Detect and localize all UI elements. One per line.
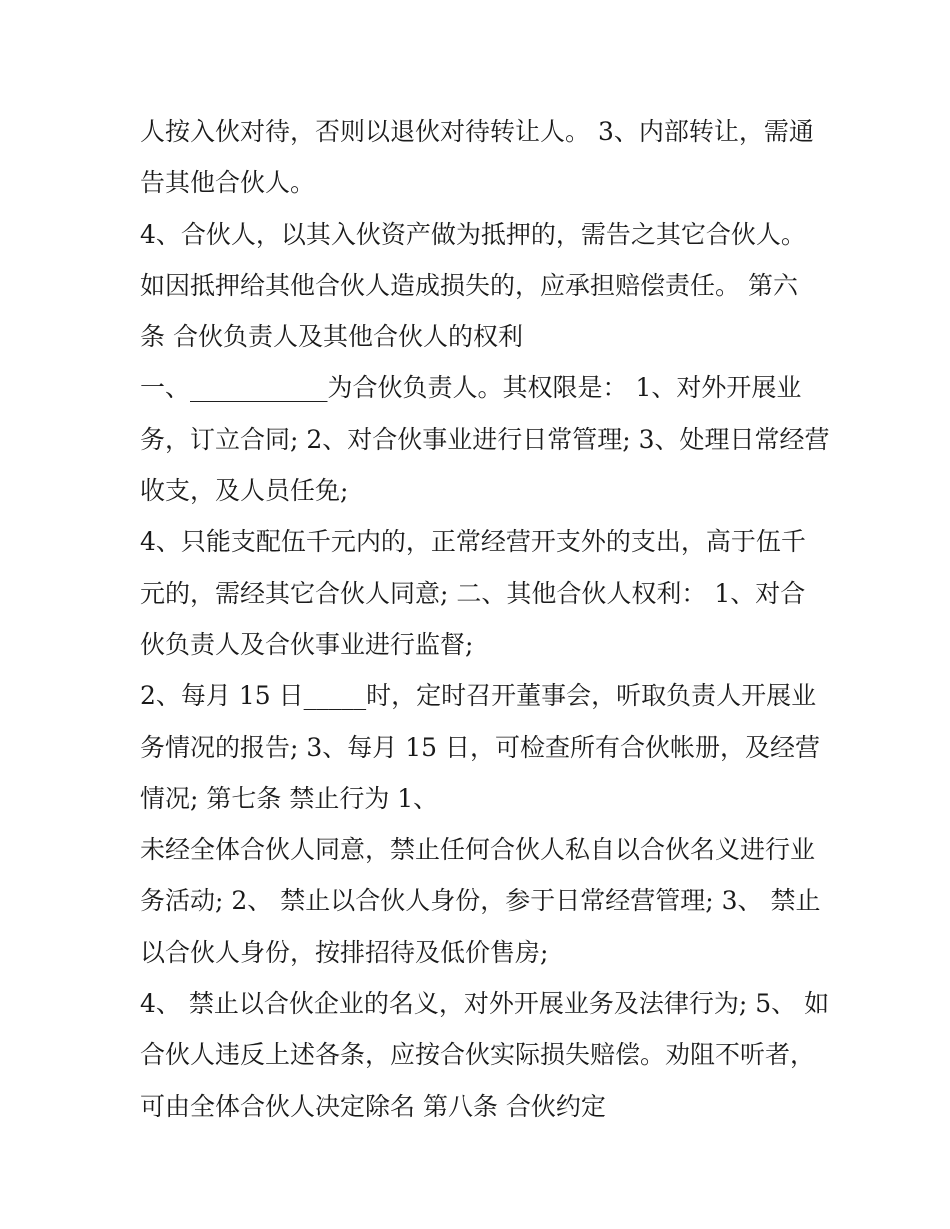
text-line: 一、___________为合伙负责人。其权限是： 1、对外开展业 [140,373,802,403]
text-line: 合伙人违反上述各条，应按合伙实际损失赔偿。劝阻不听者， [140,1040,816,1070]
text-line: 元的，需经其它合伙人同意; 二、其他合伙人权利： 1、对合 [140,578,806,608]
text-line: 条 合伙负责人及其他合伙人的权利 [140,322,523,352]
text-line: 4、 禁止以合伙企业的名义，对外开展业务及法律行为; 5、 如 [140,989,830,1019]
text-line: 可由全体合伙人决定除名 第八条 合伙约定 [140,1091,606,1121]
text-line: 务情况的报告; 3、每月 15 日，可检查所有合伙帐册，及经营 [140,732,820,762]
text-line: 4、合伙人，以其入伙资产做为抵押的，需告之其它合伙人。 [140,219,806,249]
text-line: 以合伙人身份，按排招待及低价售房; [140,937,549,967]
text-line: 2、每月 15 日_____时，定时召开董事会，听取负责人开展业 [140,681,817,711]
text-line: 如因抵押给其他合伙人造成损失的，应承担赔偿责任。 第六 [140,270,798,300]
text-line: 伙负责人及合伙事业进行监督; [140,629,474,659]
text-line: 务，订立合同; 2、对合伙事业进行日常管理; 3、处理日常经营 [140,424,830,454]
text-line: 情况; 第七条 禁止行为 1、 [140,783,439,813]
document-body [140,106,830,1132]
text-line: 收支，及人员任免; [140,476,349,506]
text-line: 务活动; 2、 禁止以合伙人身份，参于日常经营管理; 3、 禁止 [140,886,821,916]
text-line: 4、只能支配伍千元内的，正常经营开支外的支出，高于伍千 [140,527,806,557]
text-line: 未经全体合伙人同意，禁止任何合伙人私自以合伙名义进行业 [140,835,816,865]
text-line: 人按入伙对待，否则以退伙对待转让人。 3、内部转让，需通 [140,117,814,146]
text-line: 告其他合伙人。 [140,168,316,198]
